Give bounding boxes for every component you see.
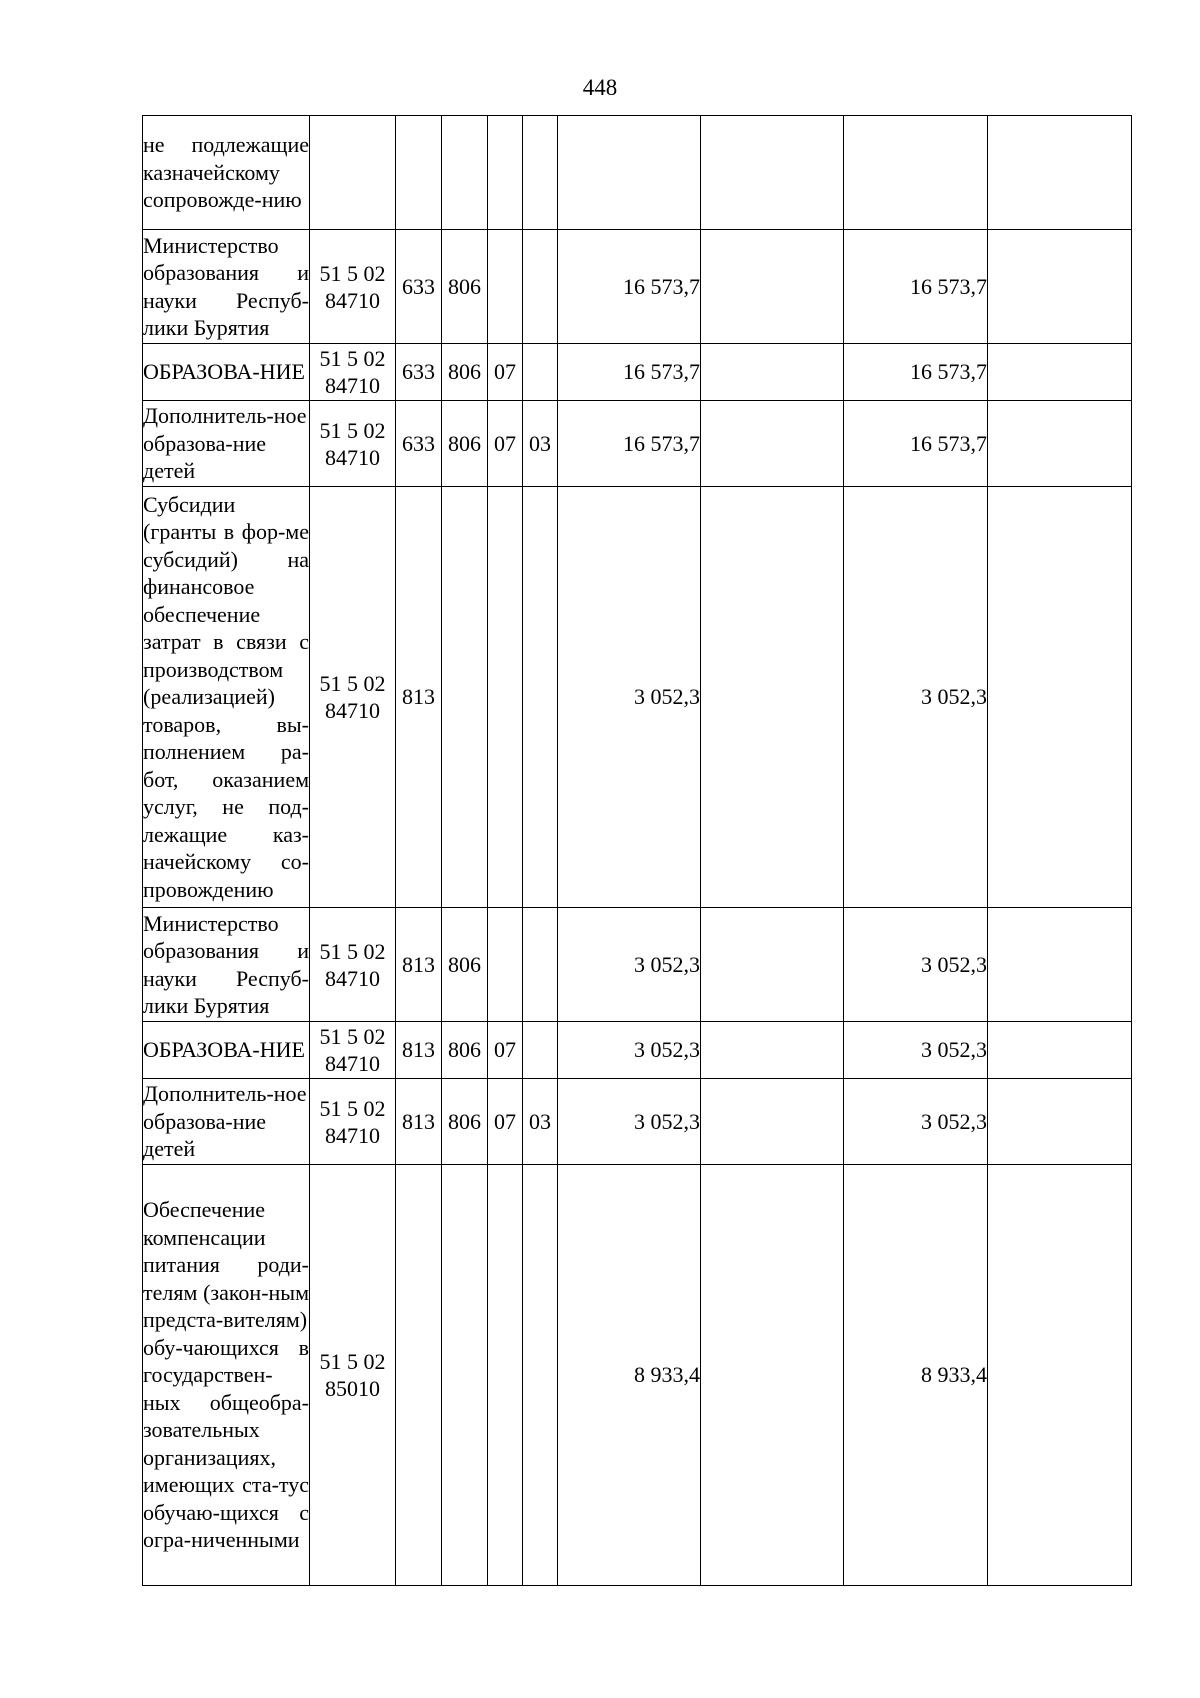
section-code: 07 (488, 344, 523, 401)
amount-col-3: 8 933,4 (844, 1165, 988, 1586)
expense-type-code: 633 (396, 230, 442, 344)
subsection-code (523, 344, 558, 401)
amount-col-3: 3 052,3 (844, 908, 988, 1022)
amount-col-1: 8 933,4 (558, 1165, 701, 1586)
amount-col-2 (701, 908, 844, 1022)
budget-table (142, 115, 1132, 1586)
row-name: Субсидии (гранты в фор-ме субсидий) на финансовое обеспечение затрат в связи с производством (реализацией) товаров, вы-полнением ра-бот, оказанием услуг, не под-лежащие каз-начейскому со-провождению (143, 487, 310, 908)
target-article-code: 51 5 02 84710 (310, 230, 396, 344)
ministry-code: 806 (442, 908, 488, 1022)
amount-col-1: 3 052,3 (558, 908, 701, 1022)
ministry-code: 806 (442, 1079, 488, 1165)
section-code: 07 (488, 401, 523, 487)
table-row (143, 344, 1132, 401)
expense-type-code: 813 (396, 1079, 442, 1165)
row-name: не подлежащие казначейскому сопровожде-нию (143, 116, 310, 230)
section-code (488, 487, 523, 908)
amount-col-3: 16 573,7 (844, 401, 988, 487)
amount-col-2 (701, 116, 844, 230)
amount-col-4 (988, 1022, 1132, 1079)
amount-col-2 (701, 1079, 844, 1165)
section-code (488, 1165, 523, 1586)
target-article-code: 51 5 02 84710 (310, 1079, 396, 1165)
row-name: ОБРАЗОВА-НИЕ (143, 344, 310, 401)
table-row (143, 1079, 1132, 1165)
table-row (143, 230, 1132, 344)
ministry-code: 806 (442, 401, 488, 487)
subsection-code (523, 487, 558, 908)
amount-col-2 (701, 1022, 844, 1079)
target-article-code: 51 5 02 84710 (310, 344, 396, 401)
target-article-code: 51 5 02 84710 (310, 487, 396, 908)
expense-type-code: 813 (396, 908, 442, 1022)
section-code: 07 (488, 1079, 523, 1165)
amount-col-4 (988, 344, 1132, 401)
subsection-code: 03 (523, 401, 558, 487)
target-article-code: 51 5 02 84710 (310, 401, 396, 487)
page-number: 448 (582, 75, 618, 100)
amount-col-1: 3 052,3 (558, 487, 701, 908)
row-name: Министерство образования и науки Респуб-лики Бурятия (143, 908, 310, 1022)
expense-type-code (396, 1165, 442, 1586)
amount-col-3: 16 573,7 (844, 230, 988, 344)
amount-col-3 (844, 116, 988, 230)
amount-col-3: 3 052,3 (844, 487, 988, 908)
section-code (488, 230, 523, 344)
row-name: Дополнитель-ное образова-ние детей (143, 1079, 310, 1165)
expense-type-code (396, 116, 442, 230)
ministry-code: 806 (442, 230, 488, 344)
ministry-code: 806 (442, 1022, 488, 1079)
ministry-code (442, 116, 488, 230)
amount-col-4 (988, 116, 1132, 230)
section-code (488, 116, 523, 230)
expense-type-code: 633 (396, 344, 442, 401)
table-row (143, 401, 1132, 487)
amount-col-4 (988, 401, 1132, 487)
amount-col-3: 16 573,7 (844, 344, 988, 401)
subsection-code: 03 (523, 1079, 558, 1165)
subsection-code (523, 1165, 558, 1586)
expense-type-code: 813 (396, 1022, 442, 1079)
target-article-code (310, 116, 396, 230)
amount-col-4 (988, 908, 1132, 1022)
subsection-code (523, 1022, 558, 1079)
amount-col-4 (988, 1079, 1132, 1165)
table-row (143, 1165, 1132, 1586)
expense-type-code: 813 (396, 487, 442, 908)
amount-col-3: 3 052,3 (844, 1022, 988, 1079)
section-code (488, 908, 523, 1022)
table-row (143, 116, 1132, 230)
ministry-code: 806 (442, 344, 488, 401)
amount-col-4 (988, 230, 1132, 344)
amount-col-1: 16 573,7 (558, 401, 701, 487)
amount-col-2 (701, 1165, 844, 1586)
amount-col-1: 3 052,3 (558, 1079, 701, 1165)
amount-col-3: 3 052,3 (844, 1079, 988, 1165)
amount-col-2 (701, 230, 844, 344)
subsection-code (523, 908, 558, 1022)
table-row (143, 487, 1132, 908)
row-name: Обеспечение компенсации питания роди-телям (закон-ным предста-вителям) обу-чающихся в государствен-ных общеобра-зовательных организациях, имеющих ста-тус обучаю-щихся с огра-ниченными (143, 1165, 310, 1586)
table-row (143, 1022, 1132, 1079)
target-article-code: 51 5 02 84710 (310, 1022, 396, 1079)
ministry-code (442, 1165, 488, 1586)
ministry-code (442, 487, 488, 908)
row-name: Министерство образования и науки Респуб-лики Бурятия (143, 230, 310, 344)
amount-col-2 (701, 344, 844, 401)
target-article-code: 51 5 02 85010 (310, 1165, 396, 1586)
amount-col-2 (701, 487, 844, 908)
amount-col-2 (701, 401, 844, 487)
amount-col-1: 16 573,7 (558, 230, 701, 344)
expense-type-code: 633 (396, 401, 442, 487)
amount-col-1: 3 052,3 (558, 1022, 701, 1079)
row-name: ОБРАЗОВА-НИЕ (143, 1022, 310, 1079)
amount-col-4 (988, 487, 1132, 908)
amount-col-1 (558, 116, 701, 230)
amount-col-4 (988, 1165, 1132, 1586)
table-row (143, 908, 1132, 1022)
target-article-code: 51 5 02 84710 (310, 908, 396, 1022)
subsection-code (523, 116, 558, 230)
row-name: Дополнитель-ное образова-ние детей (143, 401, 310, 487)
subsection-code (523, 230, 558, 344)
amount-col-1: 16 573,7 (558, 344, 701, 401)
section-code: 07 (488, 1022, 523, 1079)
